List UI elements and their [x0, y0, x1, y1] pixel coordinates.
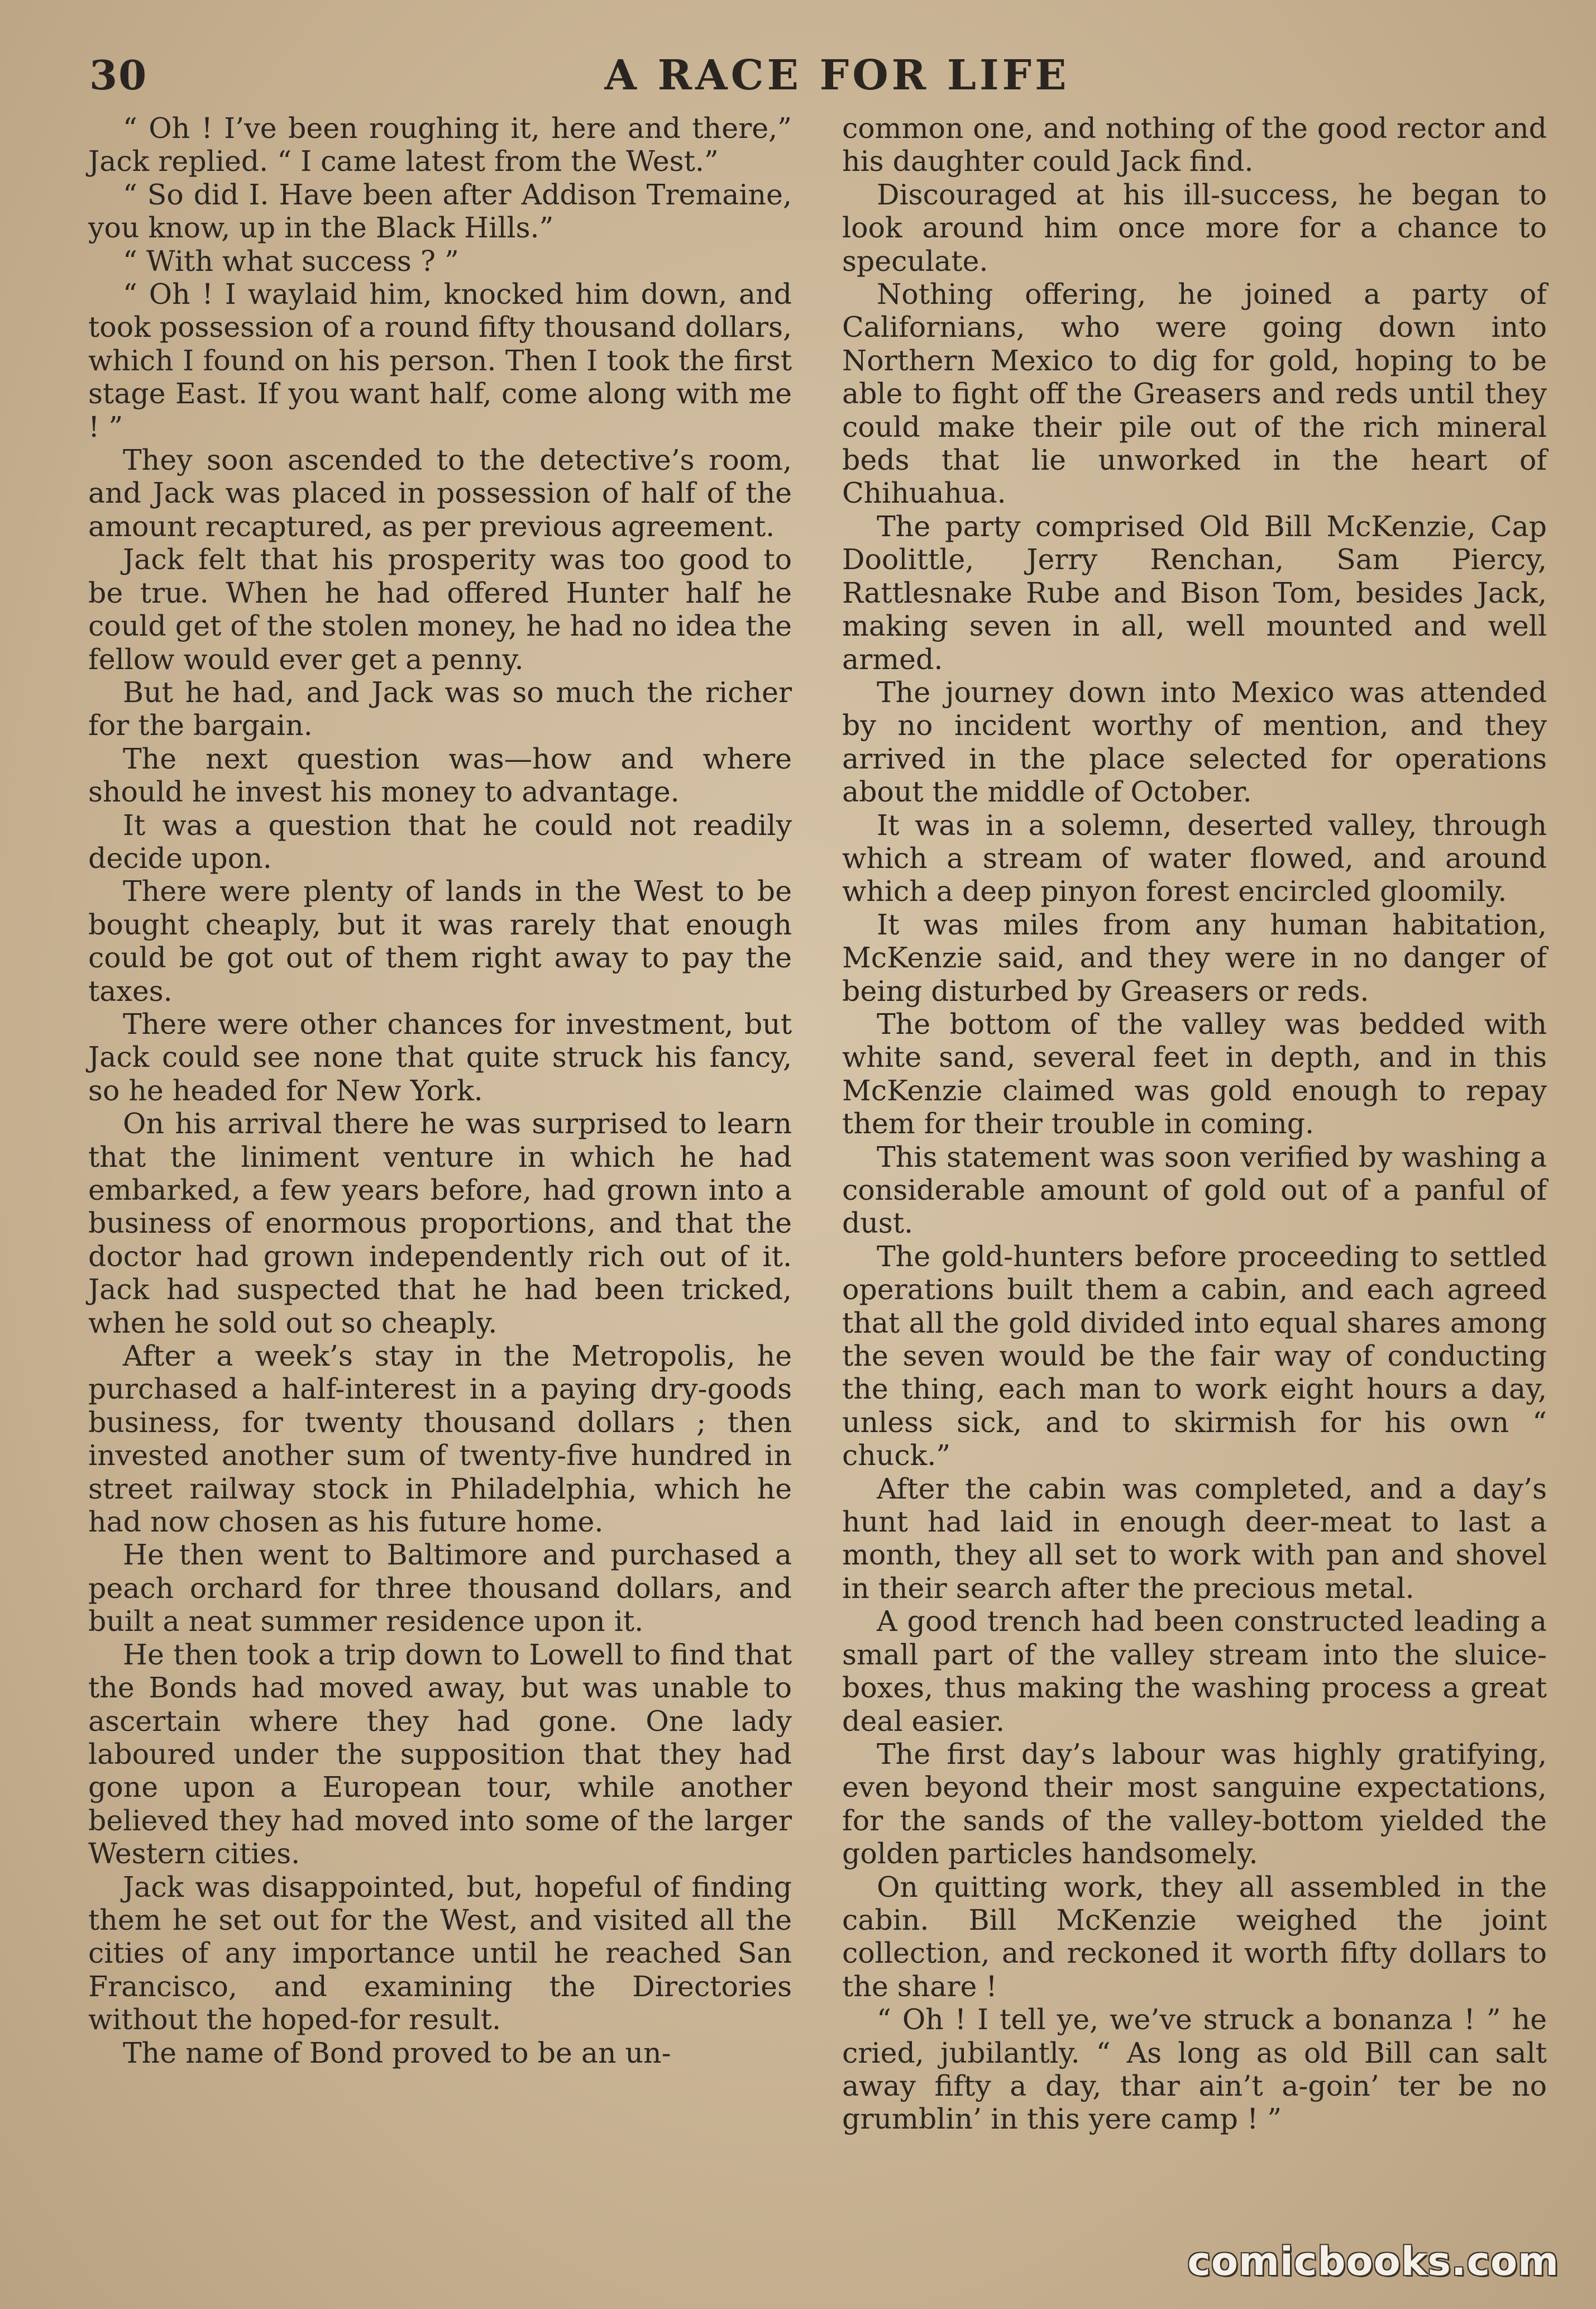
paragraph: There were other chances for investment, but Jack could see none that quite struck his fancy, so he headed for New York.: [88, 1007, 792, 1107]
paragraph: After the cabin was completed, and a day’s hunt had laid in enough deer-meat to last a month, they all set to work with pan and shovel in their search after the precious metal.: [842, 1472, 1547, 1605]
paragraph: There were plenty of lands in the West to be bought cheaply, but it was rarely that enough could be got out of them right away to pay the taxes.: [88, 875, 792, 1008]
paragraph: It was a question that he could not readily decide upon.: [88, 808, 792, 875]
paragraph: Jack felt that his prosperity was too good to be true. When he had offered Hunter half he could get of the stolen money, he had no idea the fellow would ever get a penny.: [88, 543, 792, 676]
page-number: 30: [89, 51, 148, 99]
paragraph: “ With what success ? ”: [123, 244, 459, 278]
paragraph: Jack was disappointed, but, hopeful of finding them he set out for the West, and visited all the cities of any importance until he reached San Francisco, and examining the Directories without the hoped-for result.: [88, 1870, 792, 2036]
paragraph: “ So did I. Have been after Addison Tremaine, you know, up in the Black Hills.”: [88, 178, 792, 245]
paragraph: The journey down into Mexico was attended by no incident worthy of mention, and they arrived in the place selected for operations about the middle of October.: [842, 675, 1547, 809]
paragraph: After a week’s stay in the Metropolis, he purchased a half-interest in a paying dry-goods business, for twenty thousand dollars ; then invested another sum of twenty-five hundred in street railway stock in Philadelphia, which he had now chosen as his future home.: [88, 1339, 792, 1539]
running-head: A RACE FOR LIFE: [604, 51, 1070, 99]
paragraph: On quitting work, they all assembled in the cabin. Bill McKenzie weighed the joint collection, and reckoned it worth fifty dollars to the share !: [842, 1870, 1547, 2003]
paragraph: Discouraged at his ill-success, he began to look around him once more for a chance to speculate.: [842, 178, 1547, 278]
left-column: [88, 112, 792, 2069]
paragraph: “ Oh ! I waylaid him, knocked him down, and took possession of a round fifty thousand dollars, which I found on his person. Then I took the first stage East. If you want half, come along with me ! ”: [88, 278, 792, 443]
paragraph: This statement was soon verified by washing a considerable amount of gold out of a panful of dust.: [842, 1140, 1547, 1240]
paragraph: On his arrival there he was surprised to learn that the liniment venture in which he had embarked, a few years before, had grown into a business of enormous proportions, and that the doctor had grown independently rich out of it. Jack had suspected that he had been tricked, when he sold out so cheaply.: [88, 1107, 792, 1339]
paragraph: Nothing offering, he joined a party of Californians, who were going down into Northern Mexico to dig for gold, hoping to be able to fight off the Greasers and reds until they could make their pile out of the rich mineral beds that lie unworked in the heart of Chihuahua.: [842, 278, 1547, 510]
paragraph: The bottom of the valley was bedded with white sand, several feet in depth, and in this McKenzie claimed was gold enough to repay them for their trouble in coming.: [842, 1007, 1547, 1141]
watermark-logo: comicbooks.com: [1187, 2239, 1559, 2284]
paragraph: “ Oh ! I’ve been roughing it, here and there,” Jack replied. “ I came latest from the West.”: [88, 112, 792, 178]
paragraph: He then went to Baltimore and purchased a peach orchard for three thousand dollars, and built a neat summer residence upon it.: [88, 1538, 792, 1638]
paragraph: The name of Bond proved to be an un-: [123, 2036, 671, 2069]
paragraph: The gold-hunters before proceeding to settled operations built them a cabin, and each agreed that all the gold divided into equal shares among the seven would be the fair way of conducting the thing, each man to work eight hours a day, unless sick, and to skirmish for his own “ chuck.”: [842, 1239, 1547, 1472]
paragraph: A good trench had been constructed leading a small part of the valley stream into the sluice-boxes, thus making the washing process a great deal easier.: [842, 1605, 1547, 1738]
paragraph: “ Oh ! I tell ye, we’ve struck a bonanza ! ” he cried, jubilantly. “ As long as old Bill can salt away fifty a day, thar ain’t a-goin’ ter be no grumblin’ in this yere camp ! ”: [842, 2003, 1547, 2136]
paragraph: The party comprised Old Bill McKenzie, Cap Doolittle, Jerry Renchan, Sam Piercy, Rattlesnake Rube and Bison Tom, besides Jack, making seven in all, well mounted and well armed.: [842, 509, 1547, 676]
paragraph: common one, and nothing of the good rector and his daughter could Jack find.: [842, 112, 1547, 178]
paragraph: It was miles from any human habitation, McKenzie said, and they were in no danger of being disturbed by Greasers or reds.: [842, 908, 1547, 1008]
paragraph: They soon ascended to the detective’s room, and Jack was placed in possession of half of the amount recaptured, as per previous agreement.: [88, 443, 792, 543]
right-column: [842, 112, 1547, 2136]
paragraph: He then took a trip down to Lowell to find that the Bonds had moved away, but was unable to ascertain where they had gone. One lady laboured under the supposition that they had gone upon a European tour, while another believed they had moved into some of the larger Western cities.: [88, 1638, 792, 1871]
paragraph: The next question was—how and where should he invest his money to advantage.: [88, 742, 792, 809]
paragraph: But he had, and Jack was so much the richer for the bargain.: [88, 675, 792, 742]
paragraph: It was in a solemn, deserted valley, through which a stream of water flowed, and around which a deep pinyon forest encircled gloomily.: [842, 808, 1547, 908]
paragraph: The first day’s labour was highly gratifying, even beyond their most sanguine expectations, for the sands of the valley-bottom yielded the golden particles handsomely.: [842, 1737, 1547, 1871]
